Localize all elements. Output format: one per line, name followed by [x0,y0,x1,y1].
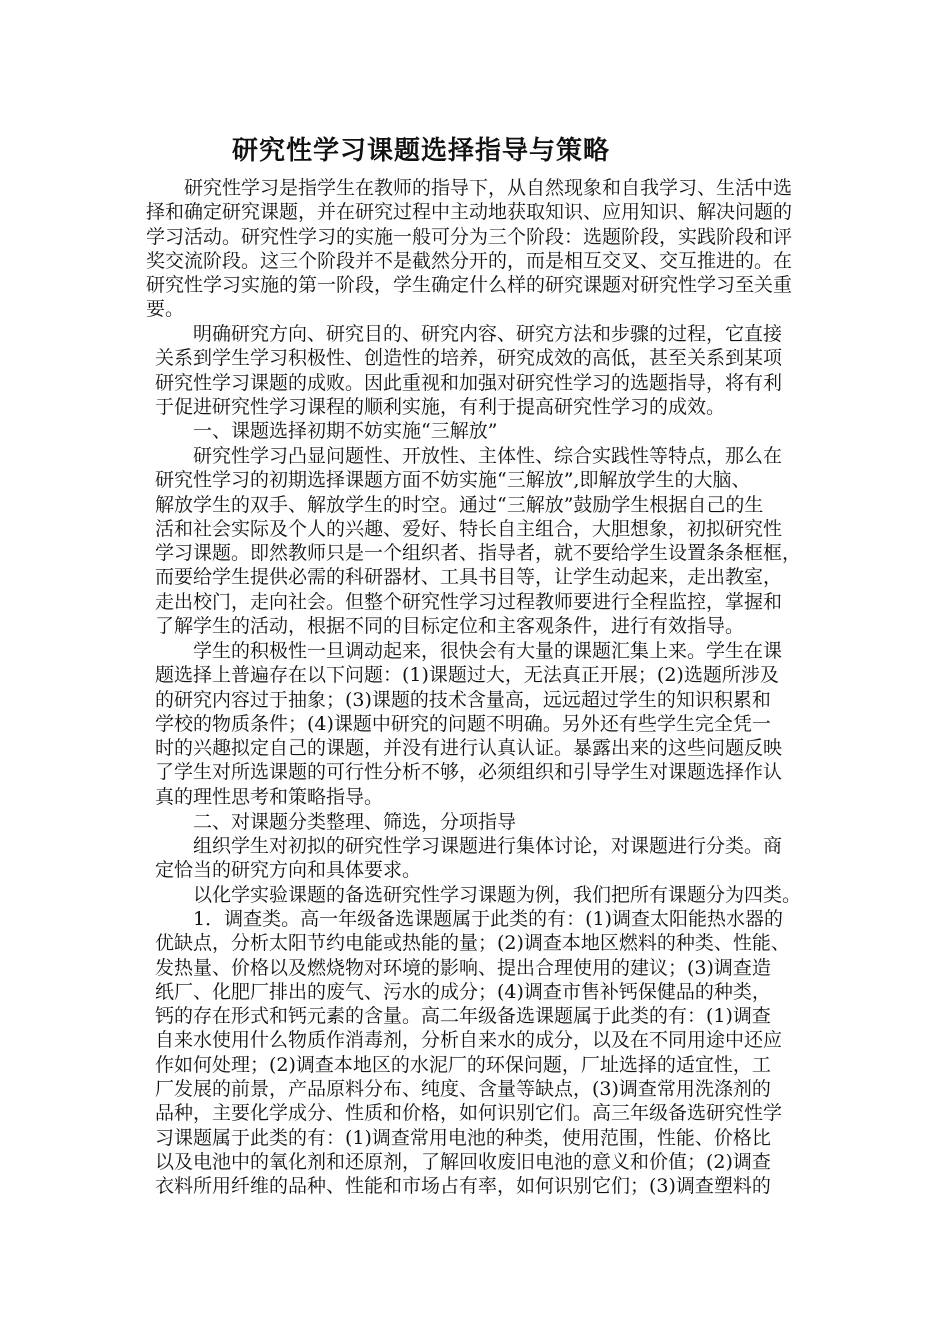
section-heading-2 [155,810,815,834]
text-line: 一、课题选择初期不妨实施“三解放” [193,420,498,442]
text-line: 解放学生的双手、解放学生的时空。通过“三解放”鼓励学生根据自己的生 [155,493,764,516]
paragraph-intro [146,176,806,322]
text-line: 学习课题。即然教师只是一个组织者、指导者，就不要给学生设置条条框框， [155,542,802,565]
text-line: 自来水使用什么物质作消毒剂，分析自来水的成分，以及在不同用途中还应 [155,1029,783,1052]
text-line: 了解学生的活动，根据不同的目标定位和主客观条件，进行有效指导。 [155,615,745,638]
text-line: 学校的物质条件；(4)课题中研究的问题不明确。另外还有些学生完全凭一 [155,712,771,735]
document-title: 研究性学习课题选择指导与策略 [232,136,611,166]
text-line: 研究性学习课题的成败。因此重视和加强对研究性学习的选题指导，将有利 [155,371,783,394]
text-line: 学生的积极性一旦调动起来，很快会有大量的课题汇集上来。学生在课 [193,640,783,662]
text-line: 活和社会实际及个人的兴趣、爱好、特长自主组合，大胆想象，初拟研究性 [155,517,783,540]
paragraph-discussion [155,834,815,883]
text-line: 走出校门，走向社会。但整个研究性学习过程教师要进行全程监控，掌握和 [155,590,783,613]
text-line: 厂发展的前景，产品原料分布、纯度、含量等缺点，(3)调查常用洗涤剂的 [155,1078,771,1101]
text-line: 真的理性思考和策略指导。 [155,785,384,808]
text-line: 而要给学生提供必需的科研器材、工具书目等，让学生动起来，走出教室， [155,566,783,589]
text-line: 于促进研究性学习课程的顺利实施，有利于提高研究性学习的成效。 [155,395,726,418]
text-line: 题选择上普遍存在以下问题：(1)课题过大，无法真正开展；(2)选题所涉及 [155,664,779,687]
text-line: 钙的存在形式和钙元素的含量。高二年级备选课题属于此类的有：(1)调查 [155,1005,771,1028]
text-line: 研究性学习凸显问题性、开放性、主体性、综合实践性等特点，那么在 [193,445,783,467]
paragraph-example [155,883,815,907]
text-line: 优缺点，分析太阳节约电能或热能的量；(2)调查本地区燃料的种类、性能、 [155,932,790,955]
text-line: 要。 [146,298,185,321]
text-line: 习课题属于此类的有：(1)调查常用电池的种类，使用范围，性能、价格比 [155,1126,771,1149]
text-line: 研究性学习实施的第一阶段，学生确定什么样的研究课题对研究性学习至关重 [146,274,793,297]
text-line: 二、对课题分类整理、筛选，分项指导 [193,811,517,833]
text-line: 作如何处理；(2)调查本地区的水泥厂的环保问题，厂址选择的适宜性，工 [155,1053,771,1076]
text-line: 时的兴趣拟定自己的课题，并没有进行认真认证。暴露出来的这些问题反映 [155,737,783,760]
text-line: 研究性学习是指学生在教师的指导下，从自然现象和自我学习、生活中选 [184,177,793,199]
text-line: 衣料所用纤维的品种、性能和市场占有率，如何识别它们；(3)调查塑料的 [155,1175,771,1198]
text-line: 研究性学习的初期选择课题方面不妨实施“三解放”,即解放学生的大脑、 [155,469,751,492]
text-line: 组织学生对初拟的研究性学习课题进行集体讨论，对课题进行分类。商 [193,835,783,857]
paragraph-survey-category [155,907,815,1199]
text-line: 以及电池中的氧化剂和还原剂，了解回收废旧电池的意义和价值；(2)调查 [155,1150,771,1173]
text-line: 明确研究方向、研究目的、研究内容、研究方法和步骤的过程，它直接 [193,323,783,345]
paragraph-three-liberations [155,444,815,638]
text-line: 了学生对所选课题的可行性分析不够，必须组织和引导学生对课题选择作认 [155,761,783,784]
paragraph-problems [155,639,815,809]
text-line: 发热量、价格以及燃烧物对环境的影响、提出合理使用的建议；(3)调查造 [155,956,771,979]
text-line: 1．调查类。高一年级备选课题属于此类的有：(1)调查太阳能热水器的 [193,908,784,930]
text-line: 以化学实验课题的备选研究性学习课题为例，我们把所有课题分为四类。 [193,884,802,906]
text-line: 择和确定研究课题，并在研究过程中主动地获取知识、应用知识、解决问题的 [146,201,793,224]
text-line: 关系到学生学习积极性、创造性的培养，研究成效的高低，甚至关系到某项 [155,347,783,370]
text-line: 纸厂、化肥厂排出的废气、污水的成分；(4)调查市售补钙保健品的种类， [155,980,771,1003]
text-line: 品种，主要化学成分、性质和价格，如何识别它们。高三年级备选研究性学 [155,1102,783,1125]
text-line: 奖交流阶段。这三个阶段并不是截然分开的，而是相互交叉、交互推进的。在 [146,249,793,272]
text-line: 定恰当的研究方向和具体要求。 [155,859,422,882]
paragraph-importance [155,322,815,419]
text-line: 学习活动。研究性学习的实施一般可分为三个阶段：选题阶段，实践阶段和评 [146,225,793,248]
text-line: 的研究内容过于抽象；(3)课题的技术含量高，远远超过学生的知识积累和 [155,688,771,711]
section-heading-1 [155,419,815,443]
